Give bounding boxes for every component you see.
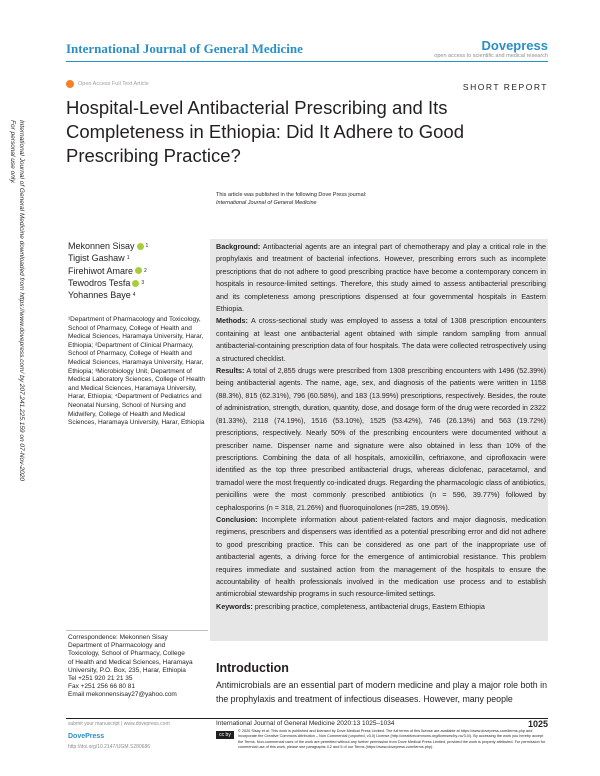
article-title: Hospital-Level Antibacterial Prescribing and Its Completeness in Ethiopia: Did It Adhere to Good Prescribing Practice? — [66, 97, 464, 166]
abstract-keywords: Keywords: prescribing practice, completeness, antibacterial drugs, Eastern Ethiopia — [216, 601, 485, 611]
open-access-text: Open Access Full Text Article — [78, 81, 149, 87]
license-text: © 2020 Sisay et al. This work is published and licensed by Dove Medical Press Limited. The full terms of this license are available at https://www.dovepress.com/terms.php and incorporate the Creative Commons Attribution – Non Commercial (unported, v3.0) License (http://creativecommons.org/licenses/by-nc/3.0/). By accessing the work you hereby accept the Terms. Non-commercial uses of the work are permitted without any further permission from Dove Medical Press Limited, provided the work is properly attributed. For permission for commercial use of this work, please see paragraphs 4.2 and 5 of our Terms (https://www.dovepress.com/terms.php). — [238, 729, 546, 749]
correspondence-line: Department of Pharmacology and — [68, 642, 166, 650]
correspondence-email[interactable]: Email mekonnensisay27@yahoo.com — [68, 691, 177, 699]
author-affiliation: 1 — [126, 255, 130, 262]
author-affiliation: 3 — [141, 279, 145, 286]
section-heading: Introduction — [216, 661, 289, 675]
correspondence-line: Fax +251 256 66 80 81 — [68, 683, 136, 691]
open-access-icon — [66, 80, 74, 88]
abstract-results: Results: A total of 2,855 drugs were prescribed from 1308 prescribing encounters with 1496 (52.39%) being antibacterial agents. The name, age, sex, and diagnosis of the patients were written in 1158 (88.3%), 815 (62.31%), 796 (60.58%), and 183 (13.99%) prescriptions, respectively. Besides, the route of administration, strength, duration, quantity, dose, and dosage form of the drug were recorded in 2322 (81.33%), 2118 (74.19%), 1516 (53.10%), 1525 (53.42%), 746 (26.13%) and 563 (19.72%) prescriptions, respectively. Nearly 50% of the prescribing encounters were documented without a prescriber name. Dispenser name and signature were also obtained in less than 10% of the prescriptions. Combining the data of all hospitals, amoxicillin, ceftriaxone, and ciprofloxacin were identified as the top three prescribed antibacterial drugs, whereas diclofenac, paracetamol, and tramadol were the most frequently co-indicated drugs. Regarding the pharmacologic class of antibiotics, penicillins were the most commonly prescribed antibiotics (n = 596, 39.77%) followed by cephalosporins (n = 318, 21.26%) and fluoroquinolones (n=285, 19.05%). — [216, 366, 546, 512]
publisher-logo[interactable]: Dovepress — [481, 38, 548, 53]
author-name: Tewodros Tesfa — [68, 277, 131, 288]
author[interactable] — [68, 240, 148, 252]
orcid-icon[interactable] — [132, 280, 139, 287]
correspondence-rule — [66, 630, 208, 631]
cc-license-badge[interactable]: cc by nc — [216, 731, 234, 739]
article-type: SHORT REPORT — [462, 82, 548, 92]
doi-link[interactable]: http://doi.org/10.2147/IJGM.S280686 — [68, 744, 150, 750]
correspondence-line: of Health and Medical Sciences, Haramaya — [68, 658, 193, 666]
author-affiliation: 1 — [145, 243, 149, 249]
publication-note-line1: This article was published in the following Dove Press journal: — [216, 192, 367, 198]
citation: International Journal of General Medicine 2020:13 1025–1034 — [216, 720, 395, 727]
correspondence — [68, 634, 208, 700]
header-rule — [66, 61, 548, 62]
abstract-background: Background: Antibacterial agents are an integral part of chemotherapy and play a critical role in the prophylaxis and treatment of bacterial infections. However, prescribing errors such as incomplete prescriptions that do not adhere to good prescribing practice have become a contemporary concern in hospitals in resource-limited settings. Therefore, this study aimed to assess antibacterial prescribing and its completeness among prescriptions dispensed at four governmental hospitals in Eastern Ethiopia. — [216, 242, 546, 314]
correspondence-line: University, P.O. Box, 235, Harar, Ethiopia — [68, 666, 186, 674]
author-name: Firehiwot Amare — [68, 265, 134, 276]
author[interactable] — [68, 265, 148, 277]
author[interactable] — [68, 289, 148, 301]
author-list — [68, 240, 148, 301]
author-name: Tigist Gashaw — [68, 253, 125, 264]
author-name: Mekonnen Sisay — [68, 241, 135, 251]
footer-rule — [66, 718, 548, 719]
author[interactable] — [68, 252, 148, 264]
section-body: Antimicrobials are an essential part of modern medicine and play a major role both in the prophylaxis and treatment of infectious diseases. However, many people — [216, 680, 547, 704]
orcid-icon[interactable] — [137, 243, 144, 250]
author-affiliation: 4 — [132, 292, 136, 299]
correspondence-line: Tel +251 920 21 21 35 — [68, 675, 133, 683]
author-name: Yohannes Baye — [68, 290, 131, 301]
abstract — [216, 241, 546, 613]
page-number: 1025 — [527, 719, 548, 729]
orcid-icon[interactable] — [135, 267, 142, 274]
author-affiliation: 2 — [144, 267, 147, 274]
correspondence-label: Correspondence: Mekonnen Sisay — [68, 634, 168, 641]
journal-name: International Journal of General Medicine — [66, 41, 303, 56]
affiliations: ¹Department of Pharmacology and Toxicology, School of Pharmacy, College of Health and Medical Sciences, Haramaya University, Harar, Ethiopia; ²Department of Clinical Pharmacy, School of Pharmacy, College of Health and Medical Sciences, Haramaya University, Harar, Ethiopia; ³Microbiology Unit, Department of Medical Laboratory Sciences, College of Health and Medical Sciences, Haramaya University, Harar, Ethiopia; ⁴Department of Pediatrics and Neonatal Nursing, School of Nursing and Midwifery, College of Health and Medical Sciences, Haramaya University, Harar, Ethiopia — [68, 316, 205, 427]
download-watermark-line1: International Journal of General Medicine downloaded from https://www.dovepress.com/ by 207.241.225.159 on 07-Nov-2020 — [18, 120, 25, 481]
footer-logo[interactable]: DovePress — [68, 733, 105, 740]
author[interactable] — [68, 277, 148, 289]
publication-note — [216, 191, 546, 207]
abstract-conclusion: Conclusion: Incomplete information about patient-related factors and major diagnosis, medication regimens, prescribers and dispensers was identified as a potential prescribing error and did not adhere to good prescribing practice. This can be considered as one part of the inappropriate use of antibacterial agents, a driving force for the emergence of antimicrobial resistance. This problem requires immediate and sustained action from the management of the hospitals to ensure the accountability of health professionals involved in the medication use process and to establish antimicrobial stewardship programs in such resource-limited settings. — [216, 514, 546, 599]
publisher-tagline: open access to scientific and medical research — [434, 53, 548, 59]
open-access-label — [66, 80, 149, 88]
download-watermark — [5, 120, 29, 640]
submit-link[interactable]: submit your manuscript | www.dovepress.com — [68, 721, 170, 727]
correspondence-line: Toxicology, School of Pharmacy, College — [68, 650, 185, 658]
download-watermark-line2: For personal use only. — [9, 120, 16, 184]
publication-note-journal: International Journal of General Medicine — [216, 200, 317, 206]
abstract-methods: Methods: A cross-sectional study was employed to assess a total of 1308 prescription encounters containing at least one antibacterial agent obtained with simple random sampling from annual antibacterial-containing prescription data of four hospitals. The data were collected retrospectively using a structured checklist. — [216, 316, 546, 363]
